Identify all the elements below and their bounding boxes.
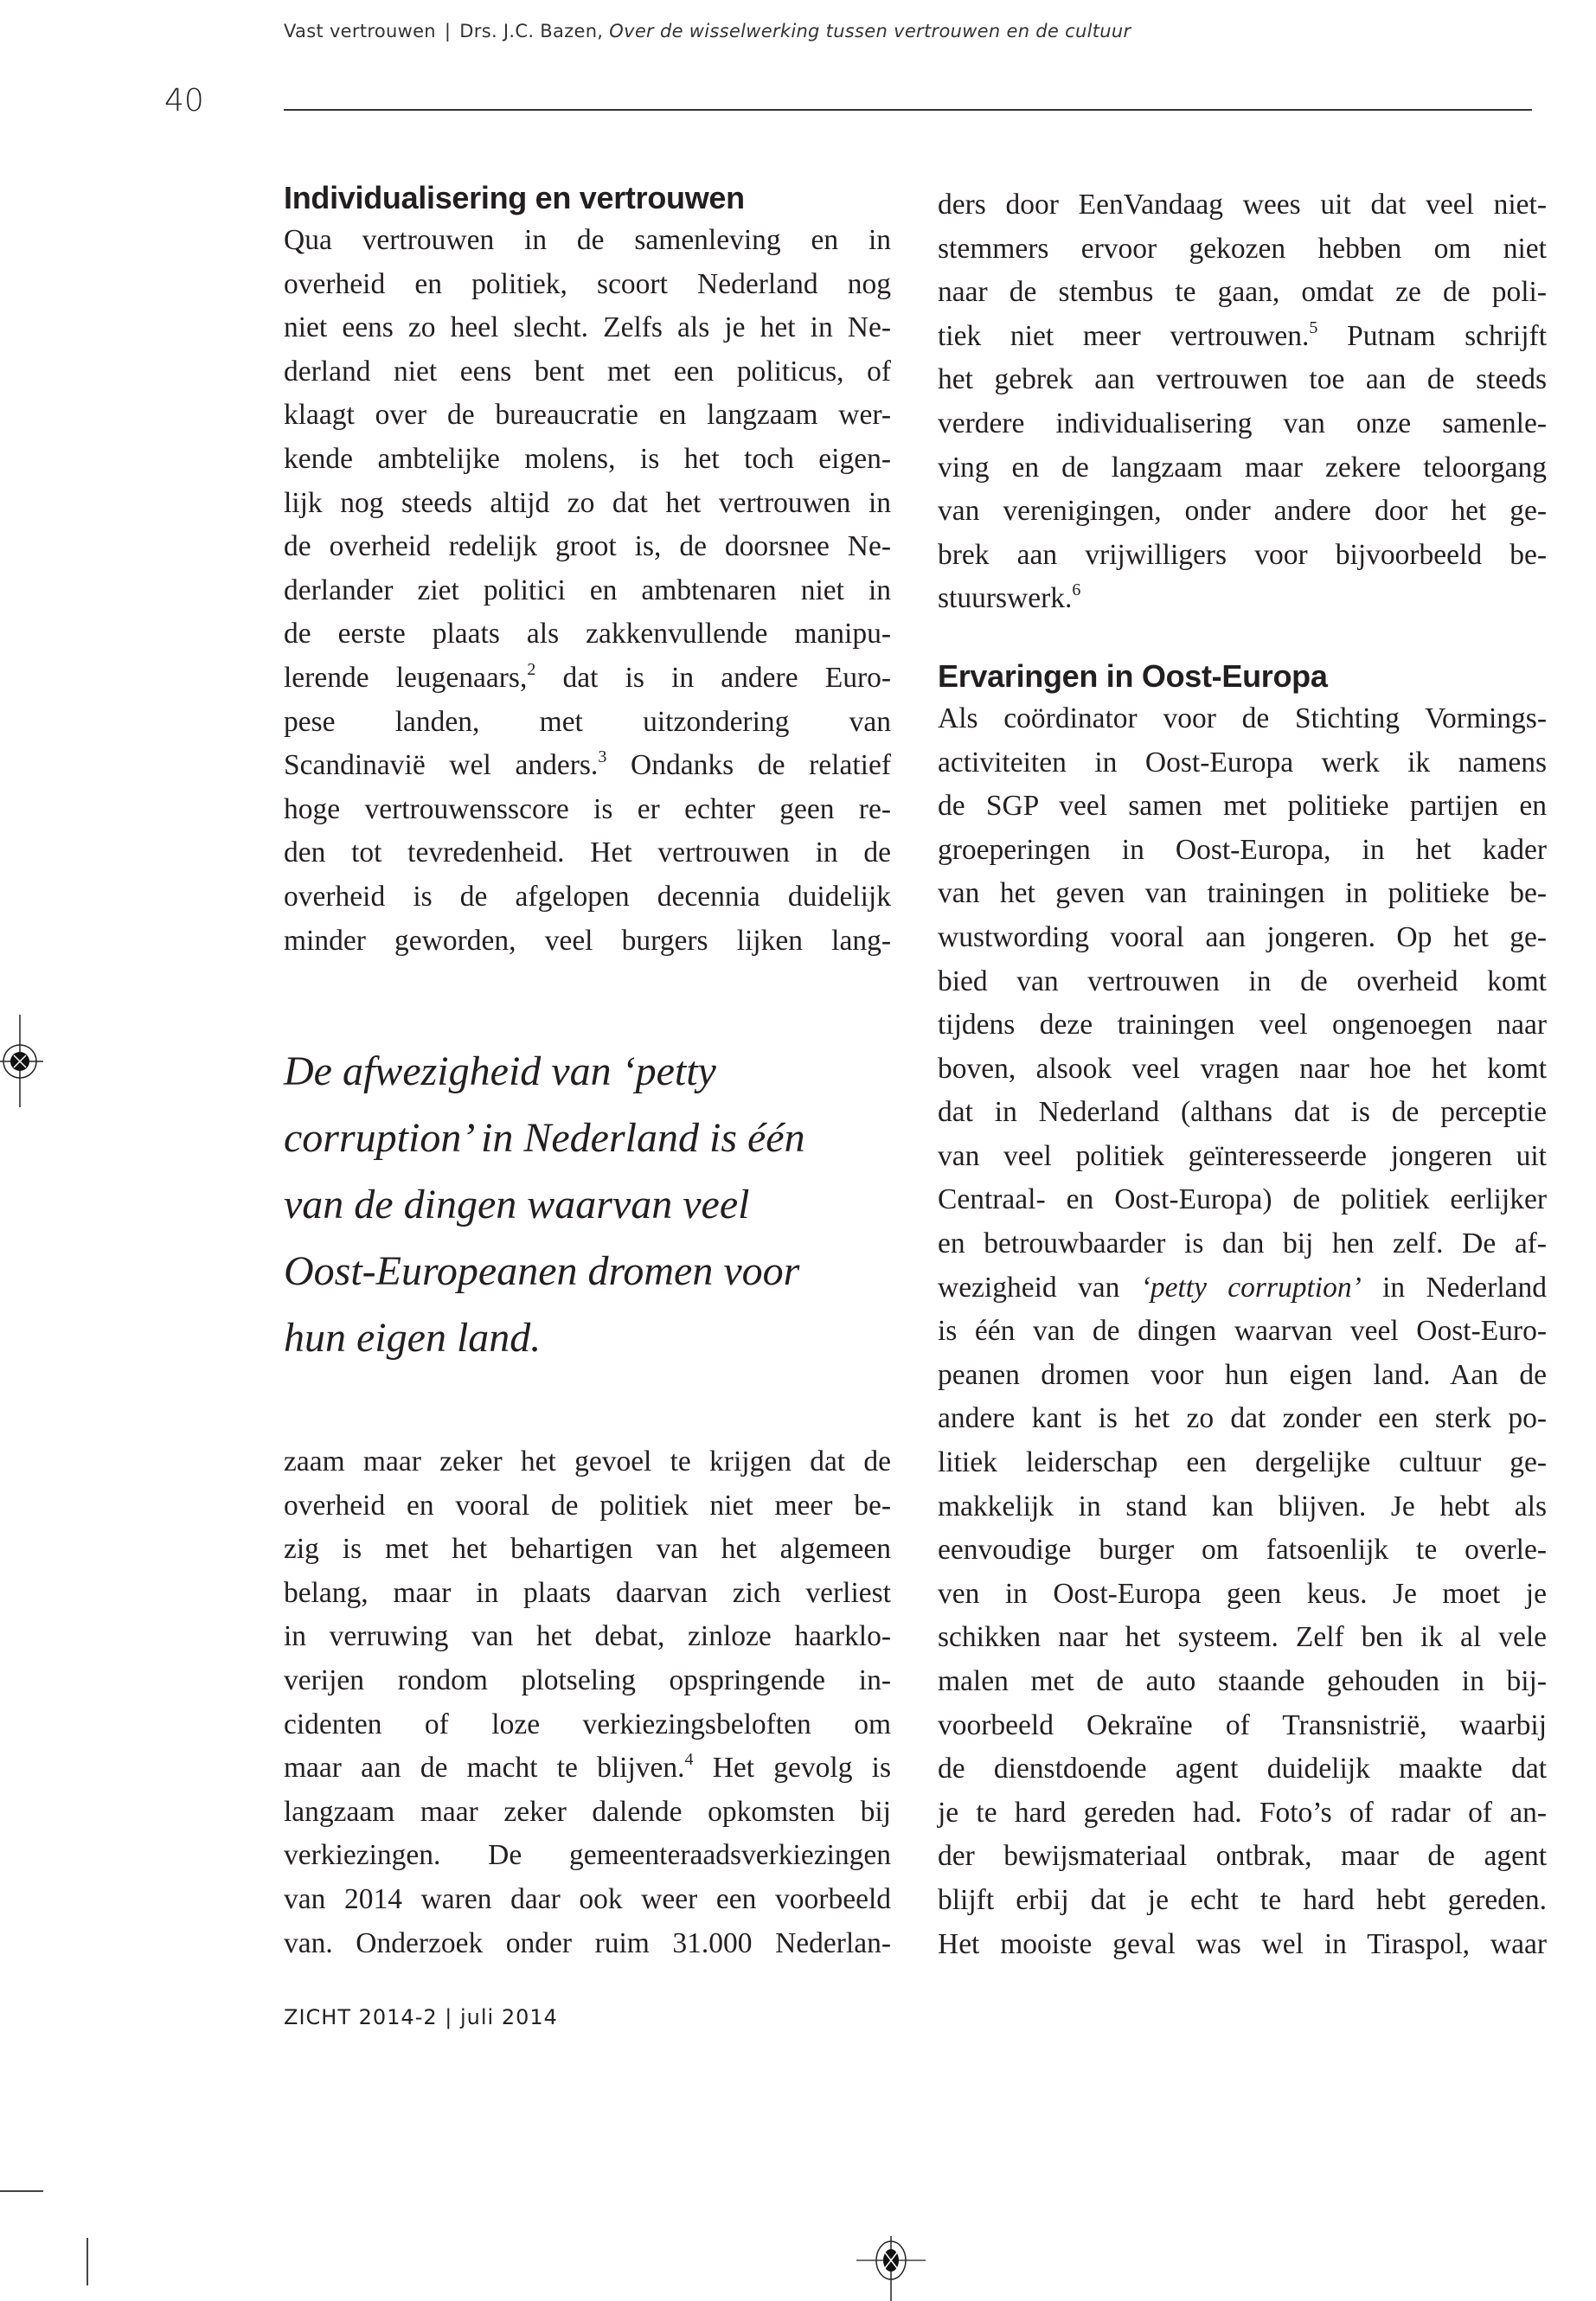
registration-mark-left-icon bbox=[0, 1012, 52, 1116]
text-line: cidenten of loze verkiezingsbeloften om bbox=[284, 1708, 891, 1740]
article-title: Over de wisselwerking tussen vertrouwen en de cultuur bbox=[609, 21, 1131, 42]
text-line: eenvoudige burger om fatsoenlijk te overle- bbox=[938, 1534, 1547, 1567]
footnote-ref-5[interactable]: 5 bbox=[1309, 317, 1318, 337]
journal-issue: ZICHT 2014-2 bbox=[284, 2005, 438, 2029]
text-line: tijdens deze trainingen veel ongenoegen naar bbox=[938, 1009, 1547, 1042]
text-line: andere kant is het zo dat zonder een sterk po- bbox=[938, 1402, 1547, 1435]
text-line: Als coördinator voor de Stichting Vormings- bbox=[938, 702, 1547, 734]
text-line: boven, alsook veel vragen naar hoe het komt bbox=[938, 1052, 1547, 1085]
pull-quote bbox=[284, 1038, 889, 1371]
running-head-separator: | bbox=[444, 21, 452, 42]
text-line: overheid is de afgelopen decennia duidelijk bbox=[284, 880, 891, 913]
text-line: verijen rondom plotseling opspringende in- bbox=[284, 1663, 891, 1696]
text-line: de SGP veel samen met politieke partijen en bbox=[938, 790, 1547, 823]
text-line: de overheid redelijk groot is, de doorsnee Ne- bbox=[284, 530, 891, 563]
right-column bbox=[938, 183, 1547, 1966]
text-line: lijk nog steeds altijd zo dat het vertrouwen in bbox=[284, 486, 891, 519]
page-footer bbox=[284, 2005, 558, 2029]
text-line: lerende leugenaars,$^2$ dat is in andere Euro- bbox=[284, 659, 892, 694]
text-line: en betrouwbaarder is dan bij hen zelf. De af- bbox=[938, 1227, 1547, 1260]
crop-mark-horizontal bbox=[0, 2190, 43, 2192]
text-line: voorbeeld Oekraïne of Transnistrië, waarbij bbox=[938, 1708, 1547, 1741]
text-line: van het geven van trainingen in politieke be- bbox=[938, 877, 1547, 910]
text-line: makkelijk in stand kan blijven. Je hebt als bbox=[938, 1490, 1547, 1522]
text-line: wezigheid van ‘petty corruption’ in Nederland bbox=[938, 1271, 1547, 1304]
footnote-ref-6[interactable]: 6 bbox=[1072, 580, 1081, 600]
section-heading-individualisering: Individualisering en vertrouwen bbox=[284, 180, 745, 215]
pull-quote-line: Oost-Europeanen dromen voor bbox=[284, 1248, 800, 1294]
text-line: belang, maar in plaats daarvan zich verliest bbox=[284, 1576, 891, 1609]
paragraph bbox=[284, 219, 891, 963]
text-line: malen met de auto staande gehouden in bij- bbox=[938, 1665, 1547, 1697]
text-line: langzaam maar zeker dalende opkomsten bij bbox=[284, 1795, 891, 1828]
text-line: de eerste plaats als zakkenvullende manipu- bbox=[284, 618, 891, 651]
text-line: Centraal- en Oost-Europa) de politiek eerlijker bbox=[938, 1183, 1547, 1216]
crop-mark-vertical bbox=[87, 2238, 88, 2285]
text-line: overheid en politiek, scoort Nederland nog bbox=[284, 267, 891, 300]
page-number: 40 bbox=[164, 83, 204, 119]
text-line: van veel politiek geïnteresseerde jongeren uit bbox=[938, 1139, 1547, 1172]
header-rule bbox=[284, 109, 1532, 111]
pull-quote-line: De afwezigheid van ‘petty bbox=[284, 1048, 716, 1094]
text-line: dat in Nederland (althans dat is de perceptie bbox=[938, 1096, 1547, 1129]
text-line: ders door EenVandaag wees uit dat veel niet- bbox=[938, 189, 1547, 221]
pull-quote-line: hun eigen land. bbox=[284, 1315, 542, 1361]
text-line: kende ambtelijke molens, is het toch eigen- bbox=[284, 442, 891, 475]
footnote-ref-3[interactable]: 3 bbox=[598, 747, 607, 767]
text-line: brek aan vrijwilligers voor bijvoorbeeld be- bbox=[938, 538, 1547, 571]
running-head bbox=[284, 21, 1131, 42]
text-line: minder geworden, veel burgers lijken lang- bbox=[284, 924, 891, 957]
text-line: in verruwing van het debat, zinloze haarklo- bbox=[284, 1620, 891, 1653]
text-line: hoge vertrouwensscore is er echter geen re- bbox=[284, 792, 891, 825]
text-line: Qua vertrouwen in de samenleving en in bbox=[284, 224, 891, 256]
issue-date: juli 2014 bbox=[460, 2005, 558, 2029]
text-line: derlander ziet politici en ambtenaren niet in bbox=[284, 574, 891, 606]
text-line: blijft erbij dat je echt te hard hebt gereden. bbox=[938, 1883, 1547, 1916]
registration-mark-bottom-icon bbox=[856, 2236, 926, 2301]
pull-quote-line: van de dingen waarvan veel bbox=[284, 1182, 750, 1227]
text-line: niet eens zo heel slecht. Zelfs als je het in Ne- bbox=[284, 311, 891, 344]
text-line: peanen dromen voor hun eigen land. Aan de bbox=[938, 1358, 1547, 1391]
footnote-ref-4[interactable]: 4 bbox=[684, 1750, 694, 1770]
text-line: der bewijsmateriaal ontbrak, maar de agent bbox=[938, 1840, 1547, 1873]
text-line: zaam maar zeker het gevoel te krijgen dat de bbox=[284, 1445, 891, 1477]
text-line: is één van de dingen waarvan veel Oost-Euro- bbox=[938, 1315, 1547, 1348]
section-heading-oost-europa: Ervaringen in Oost-Europa bbox=[938, 657, 1328, 694]
text-line: den tot tevredenheid. Het vertrouwen in de bbox=[284, 836, 891, 869]
italic-term: ‘petty corruption’ bbox=[1140, 1271, 1362, 1304]
text-line: ving en de langzaam maar zekere teloorgang bbox=[938, 451, 1547, 484]
footnote-ref-2[interactable]: 2 bbox=[527, 659, 536, 679]
text-line: maar aan de macht te blijven.$^4$ Het gevolg is bbox=[284, 1750, 891, 1785]
left-column-continued bbox=[284, 1440, 891, 1965]
text-line: van. Onderzoek onder ruim 31.000 Nederlan- bbox=[284, 1926, 891, 1959]
text-line: van verenigingen, onder andere door het ge- bbox=[938, 495, 1547, 528]
text-line: schikken naar het systeem. Zelf ben ik al vele bbox=[938, 1621, 1547, 1654]
text-line: derland niet eens bent met een politicus, of bbox=[284, 355, 891, 388]
text-line: stemmers ervoor gekozen hebben om niet bbox=[938, 232, 1547, 265]
text-line: groeperingen in Oost-Europa, in het kader bbox=[938, 833, 1547, 866]
left-column bbox=[284, 177, 891, 963]
footer-separator: | bbox=[445, 2005, 453, 2029]
text-line: verdere individualisering van onze samenle- bbox=[938, 407, 1547, 439]
paragraph bbox=[938, 183, 1547, 621]
author: Drs. J.C. Bazen, bbox=[459, 21, 604, 42]
text-line: je te hard gereden had. Foto’s of radar of an- bbox=[938, 1796, 1547, 1829]
text-line: van 2014 waren daar ook weer een voorbeeld bbox=[284, 1882, 891, 1915]
text-line: de dienstdoende agent duidelijk maakte dat bbox=[938, 1753, 1547, 1785]
paragraph bbox=[284, 1440, 891, 1965]
text-line: naar de stembus te gaan, omdat ze de poli- bbox=[938, 276, 1547, 309]
running-title: Vast vertrouwen bbox=[284, 21, 436, 42]
text-line: bied van vertrouwen in de overheid komt bbox=[938, 965, 1547, 997]
text-line: zig is met het behartigen van het algemeen bbox=[284, 1533, 891, 1566]
text-line: Scandinavië wel anders.$^3$ Ondanks de relatief bbox=[284, 747, 891, 782]
spacer bbox=[938, 621, 1547, 656]
text-line: stuurswerk.$^6$ bbox=[938, 580, 1081, 615]
pull-quote-line: corruption’ in Nederland is één bbox=[284, 1115, 805, 1161]
text-line: activiteiten in Oost-Europa werk ik namens bbox=[938, 746, 1547, 779]
text-line: tiek niet meer vertrouwen.$^5$ Putnam schrijft bbox=[938, 317, 1548, 352]
text-line: litiek leiderschap een dergelijke cultuur ge- bbox=[938, 1446, 1547, 1479]
text-line: overheid en vooral de politiek niet meer be- bbox=[284, 1489, 891, 1522]
text-line: Het mooiste geval was wel in Tiraspol, waar bbox=[938, 1927, 1547, 1960]
text-line: wustwording vooral aan jongeren. Op het ge- bbox=[938, 920, 1547, 953]
text-line: ven in Oost-Europa geen keus. Je moet je bbox=[938, 1577, 1547, 1610]
paragraph bbox=[938, 697, 1547, 1966]
text-line: het gebrek aan vertrouwen toe aan de steeds bbox=[938, 363, 1547, 396]
text-line: verkiezingen. De gemeenteraadsverkiezingen bbox=[284, 1839, 891, 1872]
text-line: klaagt over de bureaucratie en langzaam wer- bbox=[284, 399, 891, 432]
text-line: pese landen, met uitzondering van bbox=[284, 705, 891, 738]
